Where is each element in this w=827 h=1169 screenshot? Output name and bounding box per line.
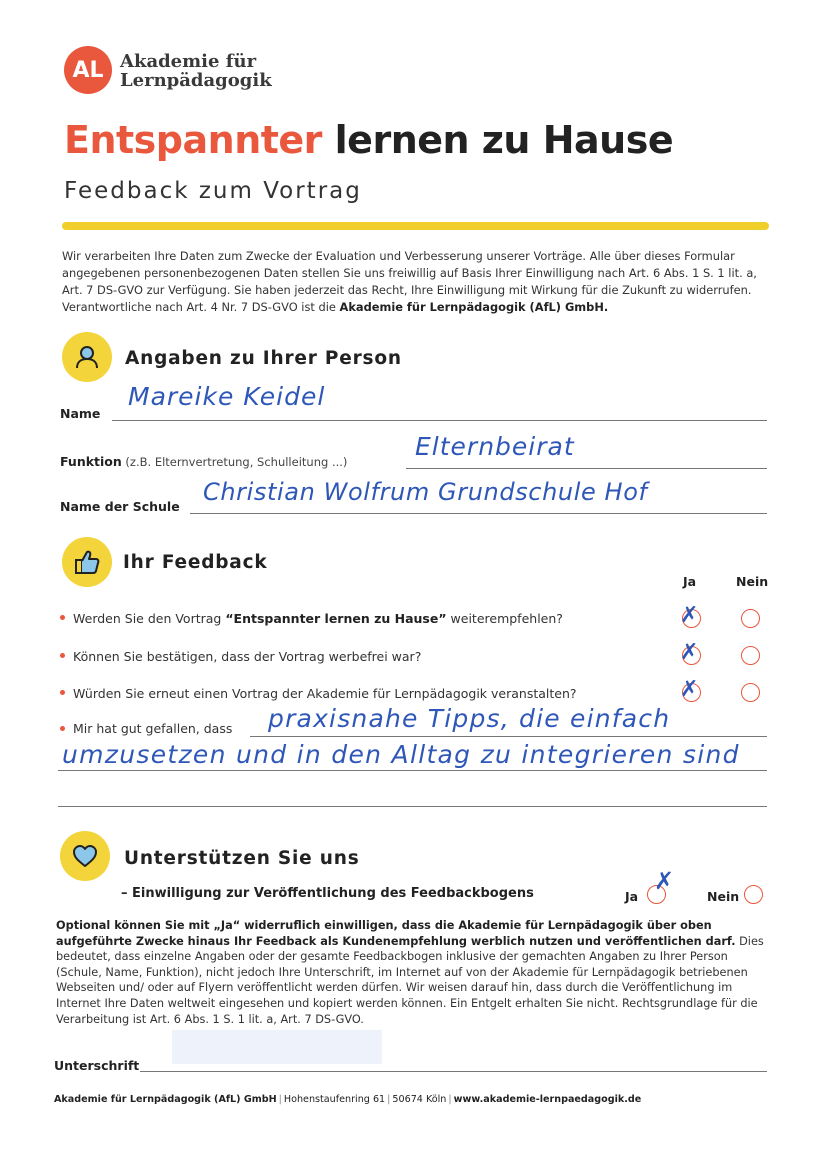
brand-logo-mark: AL <box>64 46 112 94</box>
question-liked: Mir hat gut gefallen, dass <box>73 721 233 736</box>
liked-line-1 <box>250 736 767 737</box>
signature-label: Unterschrift <box>54 1058 140 1073</box>
name-label: Name <box>60 406 101 421</box>
person-icon <box>62 332 112 382</box>
page-subtitle: Feedback zum Vortrag <box>64 178 362 204</box>
question-ad-free: Können Sie bestätigen, dass der Vortrag werbefrei war? <box>73 649 422 664</box>
consent-no-label: Nein <box>707 889 740 904</box>
q3-no-checkbox[interactable] <box>741 683 760 702</box>
q3-yes-cross-icon: ✗ <box>680 677 699 702</box>
question-recommend-pre: Werden Sie den Vortrag <box>73 611 226 626</box>
name-line <box>112 420 767 421</box>
q1-yes-cross-icon: ✗ <box>680 603 699 628</box>
q1-no-checkbox[interactable] <box>741 609 760 628</box>
q2-yes-cross-icon: ✗ <box>680 640 699 665</box>
bullet-q2 <box>60 653 65 658</box>
page-title-accent: Entspannter <box>64 118 322 162</box>
privacy-intro <box>62 248 770 316</box>
column-yes: Ja <box>683 574 697 589</box>
section-title-support: Unterstützen Sie uns <box>124 848 360 869</box>
question-recommend-bold: “Entspannter lernen zu Hause” <box>225 611 447 626</box>
page-title <box>64 118 673 162</box>
funktion-field[interactable]: Elternbeirat <box>415 432 575 461</box>
title-divider <box>62 222 769 230</box>
thumbs-up-icon <box>62 537 112 587</box>
question-recommend <box>73 611 563 626</box>
consent-yes-label: Ja <box>625 889 639 904</box>
q2-no-checkbox[interactable] <box>741 646 760 665</box>
privacy-intro-bold: Akademie für Lernpädagogik (AfL) GmbH. <box>339 300 609 314</box>
brand-name-line2: Lernpädagogik <box>120 70 272 91</box>
question-recommend-post: weiterempfehlen? <box>446 611 563 626</box>
section-title-person: Angaben zu Ihrer Person <box>125 348 402 369</box>
funktion-label-text: Funktion <box>60 454 122 469</box>
liked-answer-line2[interactable]: umzusetzen und in den Alltag zu integrieren sind <box>62 740 740 769</box>
schule-label: Name der Schule <box>60 499 180 514</box>
privacy-intro-text: Wir verarbeiten Ihre Daten zum Zwecke der Evaluation und Verbesserung unserer Vorträge. Alle über dieses Formular angegebenen personenbezogenen Daten stellen Sie uns freiwillig auf Basis Ihrer Einwilligung nach Art. 6 Abs. 1 S. 1 lit. a, Art. 7 DS-GVO zur Verfügung. Sie haben jederzeit das Recht, Ihre Einwilligung mit Wirkung für die Zukunft zu widerrufen. Verantwortliche nach Art. 4 Nr. 7 DS-GVO ist die <box>62 249 757 314</box>
liked-line-3 <box>58 806 767 807</box>
liked-answer-line1[interactable]: praxisnahe Tipps, die einfach <box>268 704 671 733</box>
funktion-hint: (z.B. Elternvertretung, Schulleitung ...) <box>121 455 348 469</box>
bullet-q3 <box>60 690 65 695</box>
brand-name-line1: Akademie für <box>120 51 257 72</box>
section-title-feedback: Ihr Feedback <box>123 552 268 573</box>
funktion-line <box>406 468 767 469</box>
footer-city: 50674 Köln <box>392 1094 447 1105</box>
footer-street: Hohenstaufenring 61 <box>283 1094 386 1105</box>
bullet-q4 <box>60 726 65 731</box>
consent-yes-cross-icon: ✗ <box>654 867 675 895</box>
consent-explanation-bold: Optional können Sie mit „Ja“ widerruflich einwilligen, dass die Akademie für Lernpädagogik über oben aufgeführte Zwecke hinaus Ihr Feedback als Kundenempfehlung werblich nutzen und veröffentlichen darf. <box>56 919 736 948</box>
funktion-label <box>60 454 347 469</box>
question-host-again: Würden Sie erneut einen Vortrag der Akademie für Lernpädagogik veranstalten? <box>73 686 577 701</box>
column-no: Nein <box>736 574 769 589</box>
footer-company: Akademie für Lernpädagogik (AfL) GmbH <box>54 1094 277 1105</box>
signature-line[interactable] <box>140 1071 767 1072</box>
liked-line-2 <box>58 770 767 771</box>
footer: Akademie für Lernpädagogik (AfL) GmbH | Hohenstaufenring 61 | 50674 Köln | www.akademie-lernpaedagogik.de <box>54 1094 642 1105</box>
page-title-rest: lernen zu Hause <box>321 118 674 162</box>
footer-web-link[interactable]: www.akademie-lernpaedagogik.de <box>453 1094 642 1105</box>
name-field[interactable]: Mareike Keidel <box>128 382 326 411</box>
consent-explanation-text: Dies bedeutet, dass einzelne Angaben oder der gesamte Feedbackbogen inklusive der gemachten Angaben zu Ihrer Person (Schule, Name, Funktion), nicht jedoch Ihre Unterschrift, im Internet auf von der Akademie für Lernpädagogik betriebenen Webseiten und/ oder auf Flyern veröffentlicht werden dürfen. Wir weisen darauf hin, dass durch die Veröffentlichung im Internet Ihre Daten weltweit eingesehen und kopiert werden können. Ein Entgelt erhalten Sie nicht. Rechtsgrundlage für die Verarbeitung ist Art. 6 Abs. 1 S. 1 lit. a, Art. 7 DS-GVO. <box>56 934 764 1026</box>
signature-redacted <box>172 1030 382 1064</box>
schule-field[interactable]: Christian Wolfrum Grundschule Hof <box>203 478 648 506</box>
brand-name <box>120 52 272 90</box>
heart-icon <box>60 831 110 881</box>
consent-label: – Einwilligung zur Veröffentlichung des Feedbackbogens <box>121 886 534 901</box>
schule-line <box>190 513 767 514</box>
consent-no-checkbox[interactable] <box>744 885 763 904</box>
consent-explanation <box>56 918 766 1027</box>
bullet-q1 <box>60 615 65 620</box>
